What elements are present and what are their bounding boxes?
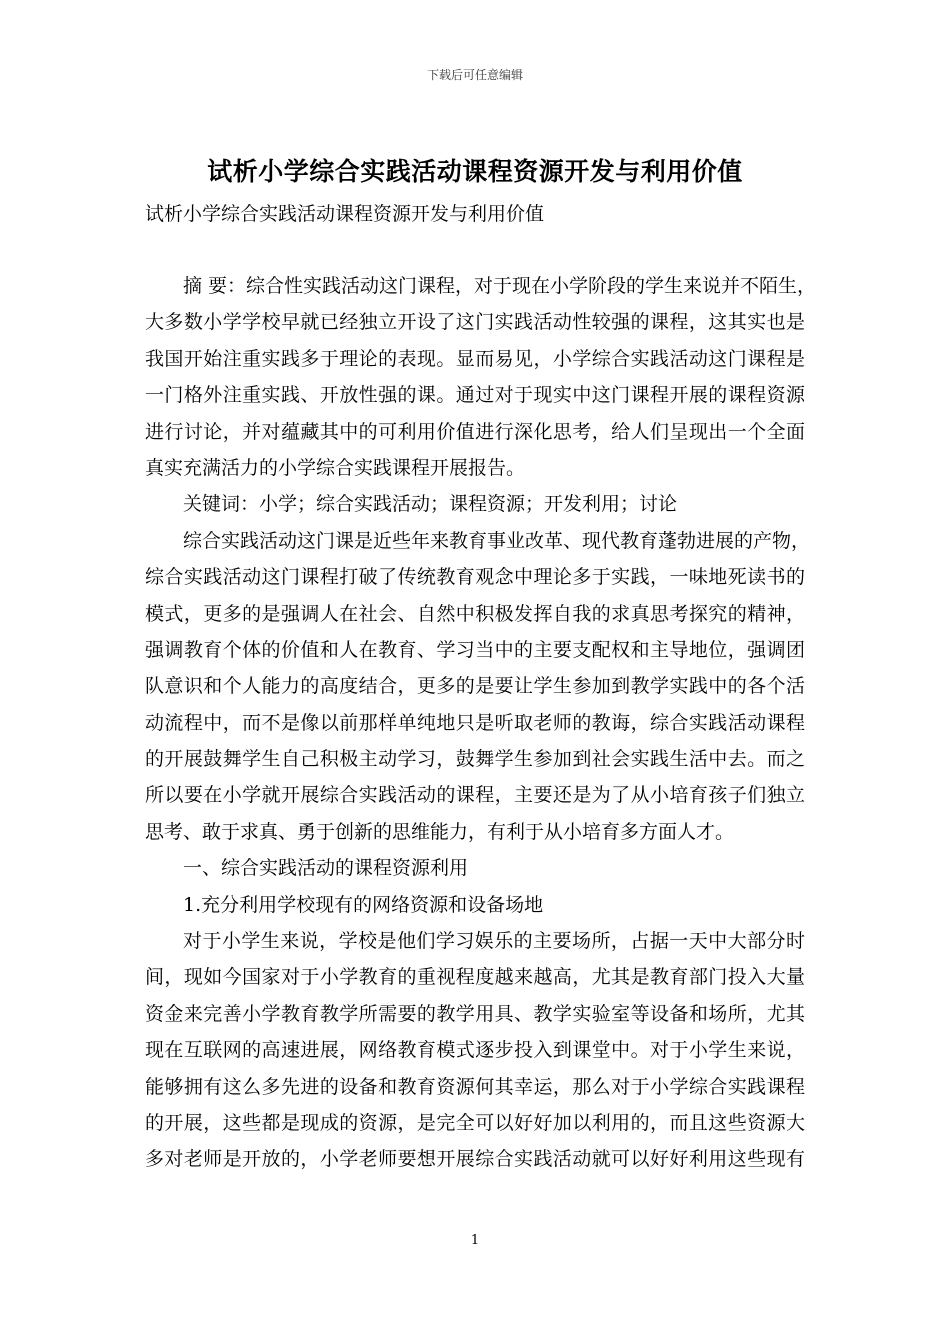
body-text bbox=[145, 268, 817, 1178]
abstract-line: 真实充满活力的小学综合实践课程开展报告。 bbox=[145, 456, 526, 479]
paragraph-line: 综合实践活动这门课是近些年来教育事业改革、现代教育蓬勃进展的产物， bbox=[183, 529, 811, 552]
abstract-line: 一门格外注重实践、开放性强的课。通过对于现实中这门课程开展的课程资源 bbox=[145, 384, 805, 407]
header-note: 下载后可任意编辑 bbox=[426, 68, 523, 82]
paragraph-line: 所以要在小学就开展综合实践活动的课程，主要还是为了从小培育孩子们独立 bbox=[145, 784, 805, 807]
abstract-line: 大多数小学学校早就已经独立开设了这门实践活动性较强的课程，这其实也是 bbox=[145, 311, 805, 334]
keywords-line: 关键词：小学；综合实践活动；课程资源；开发利用；讨论 bbox=[183, 493, 678, 516]
paragraph-line: 资金来完善小学教育教学所需要的教学用具、教学实验室等设备和场所，尤其 bbox=[145, 1002, 805, 1025]
paragraph-line: 思考、敢于求真、勇于创新的思维能力，有利于从小培育多方面人才。 bbox=[145, 820, 735, 843]
paragraph-line: 的开展鼓舞学生自己积极主动学习，鼓舞学生参加到社会实践生活中去。而之 bbox=[145, 748, 805, 771]
section-heading: 一、综合实践活动的课程资源利用 bbox=[183, 857, 469, 880]
paragraph-line: 动流程中，而不是像以前那样单纯地只是听取老师的教诲，综合实践活动课程 bbox=[145, 711, 805, 734]
paragraph-line: 综合实践活动这门课程打破了传统教育观念中理论多于实践，一味地死读书的 bbox=[145, 566, 805, 589]
abstract-line: 进行讨论，并对蕴藏其中的可利用价值进行深化思考，给人们呈现出一个全面 bbox=[145, 420, 805, 443]
paragraph-line: 间，现如今国家对于小学教育的重视程度越来越高，尤其是教育部门投入大量 bbox=[145, 966, 805, 989]
paragraph-line: 多对老师是开放的，小学老师要想开展综合实践活动就可以好好利用这些现有 bbox=[145, 1148, 805, 1171]
abstract-line: 摘 要：综合性实践活动这门课程，对于现在小学阶段的学生来说并不陌生， bbox=[183, 275, 817, 297]
document-title: 试析小学综合实践活动课程资源开发与利用价值 bbox=[207, 157, 743, 186]
document-subtitle: 试析小学综合实践活动课程资源开发与利用价值 bbox=[145, 203, 545, 225]
subsection-heading: 1.充分利用学校现有的网络资源和设备场地 bbox=[183, 893, 544, 916]
paragraph-line: 对于小学生来说，学校是他们学习娱乐的主要场所，占据一天中大部分时 bbox=[183, 930, 805, 953]
paragraph-line: 的开展，这些都是现成的资源，是完全可以好好加以利用的，而且这些资源大 bbox=[145, 1111, 805, 1134]
paragraph-line: 现在互联网的高速进展，网络教育模式逐步投入到课堂中。对于小学生来说， bbox=[145, 1039, 805, 1062]
page-number: 1 bbox=[470, 1233, 480, 1248]
paragraph-line: 队意识和个人能力的高度结合，更多的是要让学生参加到教学实践中的各个活 bbox=[145, 675, 805, 698]
paragraph-line: 强调教育个体的价值和人在教育、学习当中的主要支配权和主导地位，强调团 bbox=[145, 638, 805, 661]
paragraph-line: 能够拥有这么多先进的设备和教育资源何其幸运，那么对于小学综合实践课程 bbox=[145, 1075, 805, 1098]
abstract-line: 我国开始注重实践多于理论的表现。显而易见，小学综合实践活动这门课程是 bbox=[145, 347, 805, 370]
paragraph-line: 模式，更多的是强调人在社会、自然中积极发挥自我的求真思考探究的精神， bbox=[145, 602, 805, 625]
